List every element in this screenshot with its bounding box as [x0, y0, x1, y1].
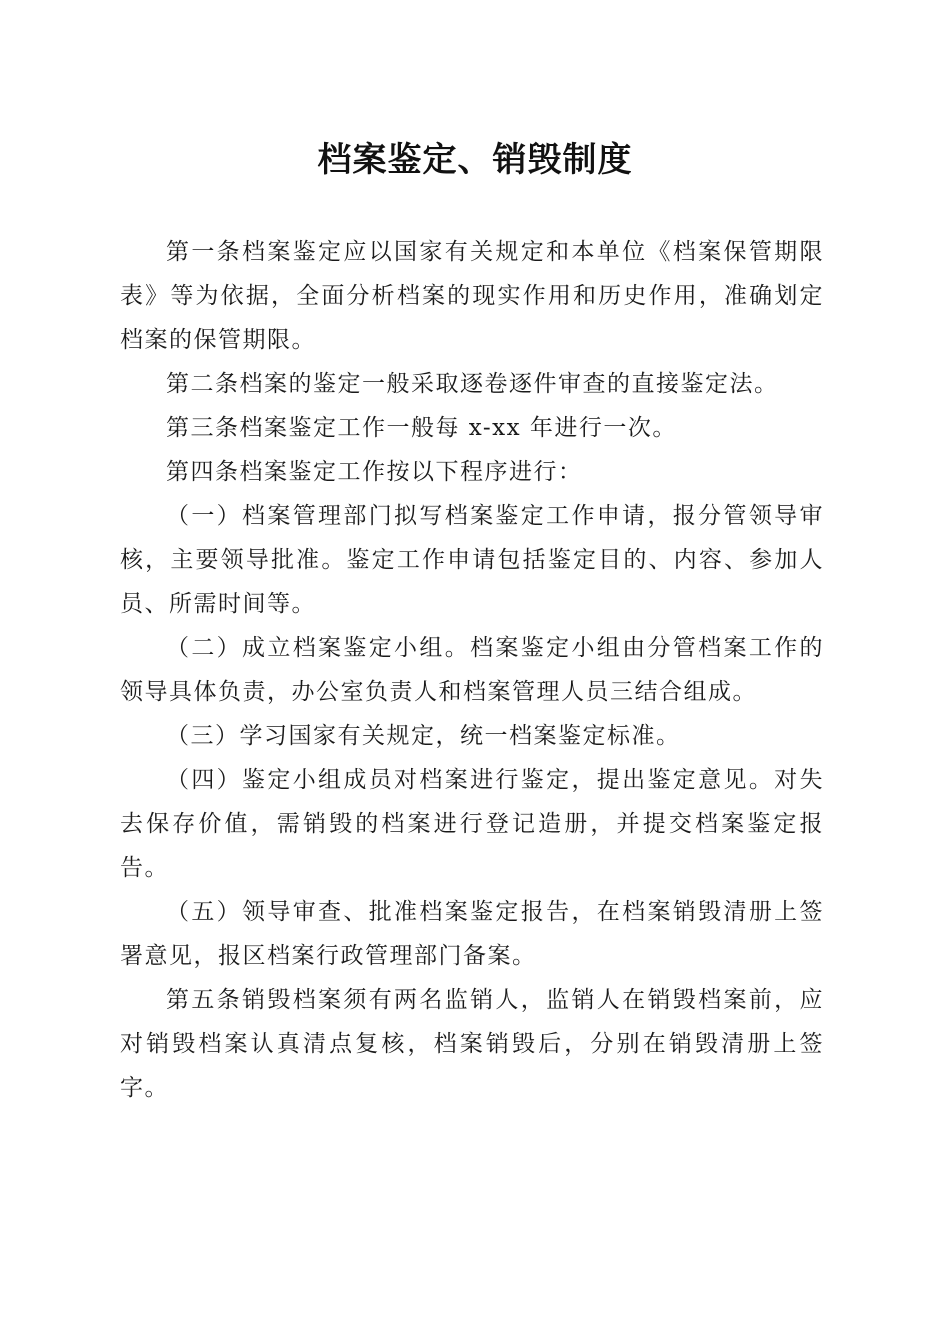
article-5-paragraph: 第五条销毁档案须有两名监销人，监销人在销毁档案前，应对销毁档案认真清点复核，档案销毁后，分别在销毁清册上签字。 — [120, 987, 824, 1101]
procedure-step-4: （四）鉴定小组成员对档案进行鉴定，提出鉴定意见。对失去保存价值，需销毁的档案进行登记造册，并提交档案鉴定报告。 — [120, 767, 824, 881]
article-4-paragraph: 第四条档案鉴定工作按以下程序进行： — [166, 459, 583, 485]
article-1-paragraph: 第一条档案鉴定应以国家有关规定和本单位《档案保管期限表》等为依据，全面分析档案的现实作用和历史作用，准确划定档案的保管期限。 — [120, 239, 824, 353]
article-2-paragraph: 第二条档案的鉴定一般采取逐卷逐件审查的直接鉴定法。 — [166, 371, 779, 397]
procedure-step-2: （二）成立档案鉴定小组。档案鉴定小组由分管档案工作的领导具体负责，办公室负责人和档案管理人员三结合组成。 — [120, 635, 824, 705]
article-3-paragraph: 第三条档案鉴定工作一般每 x-xx 年进行一次。 — [166, 415, 677, 441]
document-title: 档案鉴定、销毁制度 — [317, 140, 633, 180]
procedure-step-5: （五）领导审查、批准档案鉴定报告，在档案销毁清册上签署意见，报区档案行政管理部门备案。 — [120, 899, 824, 969]
procedure-step-1: （一）档案管理部门拟写档案鉴定工作申请，报分管领导审核，主要领导批准。鉴定工作申请包括鉴定目的、内容、参加人员、所需时间等。 — [120, 503, 824, 617]
document-body — [120, 230, 824, 1110]
procedure-step-3: （三）学习国家有关规定，统一档案鉴定标准。 — [166, 723, 681, 749]
